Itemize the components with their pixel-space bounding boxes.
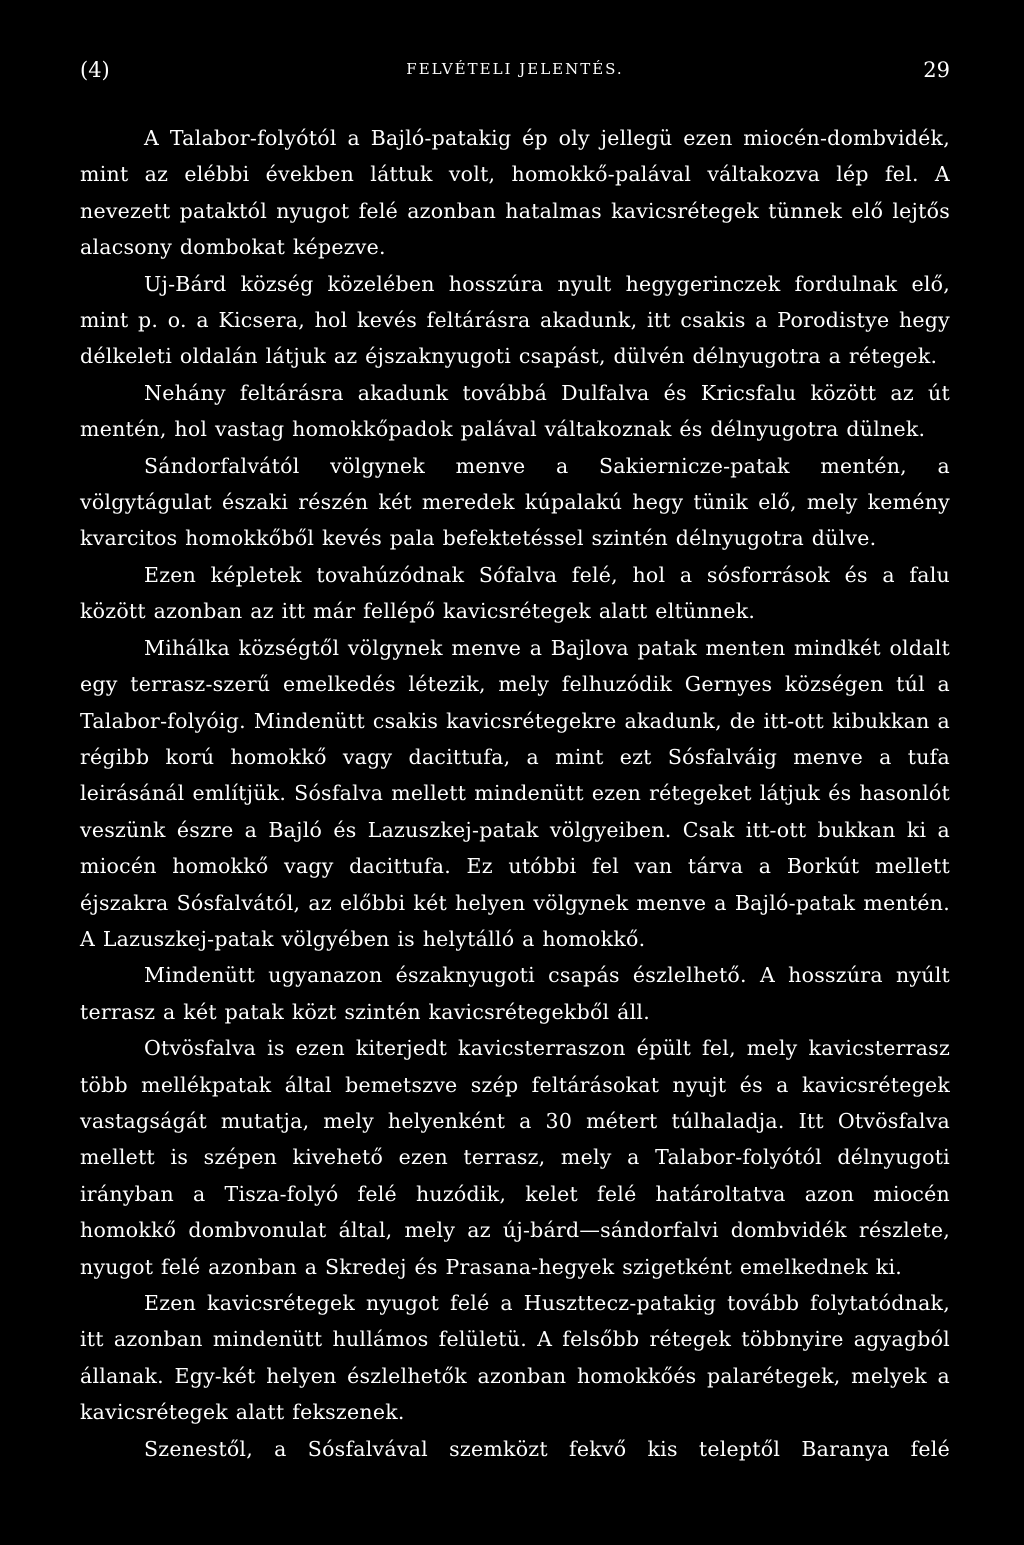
paragraph: Ezen képletek tovahúzódnak Sófalva felé, hol a sósforrások és a falu között azonban az itt már fellépő kavicsrétegek alatt eltünnek. (80, 562, 950, 624)
paragraph: Ezen kavicsrétegek nyugot felé a Huszttecz-patakig tovább folytatódnak, itt azonban mindenütt hullámos felületü. A felsőbb rétegek többnyire agyagból állanak. Egy-két helyen észlelhetők azonban homokkőés palarétegek, melyek a kavicsrétegek alatt fekszenek. (80, 1291, 950, 1425)
running-title: FELVÉTELI JELENTÉS. (406, 60, 624, 78)
paragraph: Otvösfalva is ezen kiterjedt kavicsterraszon épült fel, mely kavicsterrasz több mellékpatak által bemetszve szép feltárásokat nyujt és a kavicsrétegek vastagságát mutatja, mely helyenként a 30 métert túlhaladja. Itt Otvösfalva mellett is szépen kivehető ezen terrasz, mely a Talabor-folyótól délnyugoti irányban a Tisza-folyó felé huzódik, kelet felé határoltatva azon miocén homokkő dombvonulat által, mely az új-bárd—sándorfalvi dombvidék részlete, nyugot felé azonban a Skredej és Prasana-hegyek szigetként emelkednek ki. (80, 1036, 950, 1279)
paragraph: Mihálka községtől völgynek menve a Bajlova patak menten mindkét oldalt egy terrasz-szerű emelkedés létezik, mely felhuzódik Gernyes községen túl a Talabor-folyóig. Mindenütt csakis kavicsrétegekre akadunk, de itt-ott kibukkan a régibb korú homokkő vagy dacittufa, a mint ezt Sósfalváig menve a tufa leirásánál említjük. Sósfalva mellett mindenütt ezen rétegeket látjuk és hasonlót veszünk észre a Bajló és Lazuszkej-patak völgyeiben. Csak itt-ott bukkan ki a miocén homokkő vagy dacittufa. Ez utóbbi fel van tárva a Borkút mellett éjszakra Sósfalvától, az előbbi két helyen völgynek menve a Bajló-patak mentén. A Lazuszkej-patak völgyében is helytálló a homokkő. (80, 635, 950, 951)
paragraph: Mindenütt ugyanazon északnyugoti csapás észlelhető. A hosszúra nyúlt terrasz a két patak közt szintén kavicsrétegekből áll. (80, 963, 950, 1024)
paragraph: Sándorfalvától völgynek menve a Sakiernicze-patak mentén, a völgytágulat északi részén két meredek kúpalakú hegy tünik elő, mely kemény kvarcitos homokkőből kevés pala befektetéssel szintén délnyugotra dülve. (80, 453, 950, 551)
paragraph: Nehány feltárásra akadunk továbbá Dulfalva és Kricsfalu között az út mentén, hol vastag homokkőpadok palával váltakoznak és délnyugotra dülnek. (80, 380, 950, 442)
paragraph: Uj-Bárd község közelében hosszúra nyult hegygerinczek fordulnak elő, mint p. o. a Kicsera, hol kevés feltárásra akadunk, itt csakis a Porodistye hegy délkeleti oldalán látjuk az éjszaknyugoti csapást, dülvén délnyugotra a rétegek. (80, 271, 950, 369)
page-number: 29 (923, 58, 950, 82)
section-number: (4) (80, 58, 110, 82)
paragraph: Szenestől, a Sósfalvával szemközt fekvő kis teleptől Baranya felé (144, 1436, 950, 1461)
paragraph: A Talabor-folyótól a Bajló-patakig ép oly jellegü ezen miocén-dombvidék, mint az elébbi években láttuk volt, homokkő-palával váltakozva lép fel. A nevezett pataktól nyugot felé azonban hatalmas kavicsrétegek tünnek elő lejtős alacsony dombokat képezve. (80, 126, 950, 260)
running-header (80, 58, 950, 88)
body-text (80, 120, 950, 1467)
